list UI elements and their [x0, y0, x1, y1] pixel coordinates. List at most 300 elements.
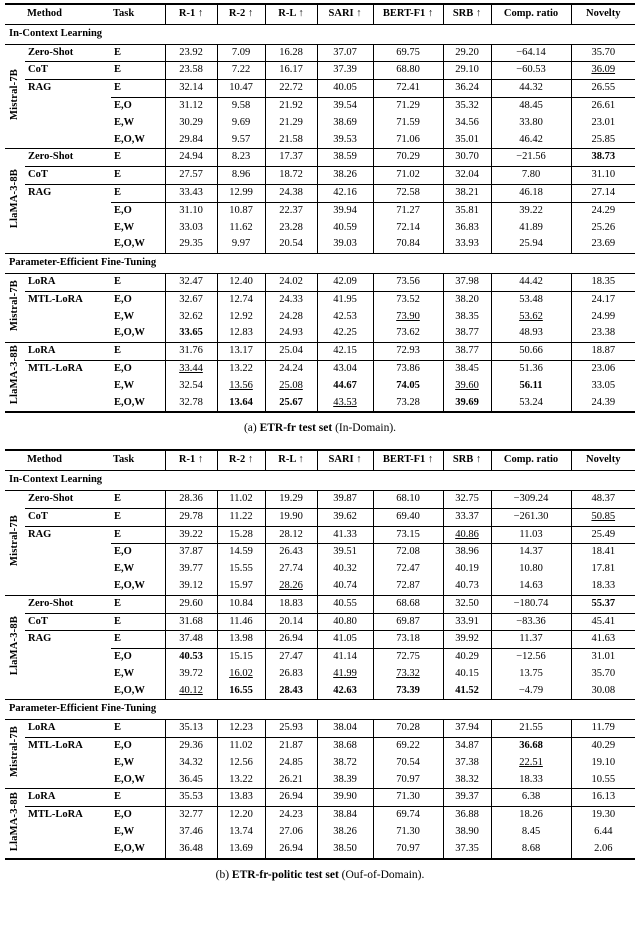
metric-cell: 32.14 — [165, 80, 217, 98]
column-header: SRB ↑ — [443, 4, 491, 24]
metric-cell: 22.37 — [265, 202, 317, 219]
metric-cell: 11.46 — [217, 613, 265, 631]
metric-cell: 12.40 — [217, 273, 265, 291]
metric-cell: 42.53 — [317, 309, 373, 326]
metric-cell: 37.35 — [443, 841, 491, 859]
metric-cell: 36.09 — [571, 62, 635, 80]
metric-cell: 40.74 — [317, 578, 373, 595]
metric-cell: 41.63 — [571, 631, 635, 649]
metric-cell: 71.30 — [373, 789, 443, 807]
metric-cell: 26.94 — [265, 841, 317, 859]
metric-cell: 25.67 — [265, 395, 317, 413]
metric-cell: 28.12 — [265, 526, 317, 544]
metric-cell: 25.49 — [571, 526, 635, 544]
metric-cell: 24.33 — [265, 291, 317, 308]
metric-cell: 37.39 — [317, 62, 373, 80]
column-header: Novelty — [571, 4, 635, 24]
method-cell: CoT — [25, 167, 111, 185]
metric-cell: 30.29 — [165, 115, 217, 132]
metric-cell: 18.33 — [571, 578, 635, 595]
task-cell: E — [111, 62, 165, 80]
metric-cell: −83.36 — [491, 613, 571, 631]
model-group-label: Mistral-7B — [8, 68, 20, 120]
metric-cell: 41.95 — [317, 291, 373, 308]
metric-cell: 72.47 — [373, 561, 443, 578]
metric-cell: 72.58 — [373, 184, 443, 202]
metric-cell: 13.56 — [217, 378, 265, 395]
task-cell: E,O,W — [111, 772, 165, 789]
column-header: BERT-F1 ↑ — [373, 4, 443, 24]
corner-spacer — [5, 450, 25, 470]
table-row — [5, 789, 635, 807]
metric-cell: 35.70 — [571, 666, 635, 683]
metric-cell: 37.98 — [443, 273, 491, 291]
metric-cell: 38.39 — [317, 772, 373, 789]
column-header: Task — [111, 4, 165, 24]
caption-a-dataset: ETR-fr test set — [259, 422, 333, 435]
metric-cell: 10.55 — [571, 772, 635, 789]
table-row — [5, 738, 635, 755]
metric-cell: 72.93 — [373, 343, 443, 361]
method-cell: Zero-Shot — [25, 595, 111, 613]
metric-cell: 37.38 — [443, 755, 491, 772]
metric-cell: 35.32 — [443, 97, 491, 114]
metric-cell: 13.98 — [217, 631, 265, 649]
model-group-label: Mistral-7B — [8, 726, 20, 778]
task-cell: E,W — [114, 310, 135, 322]
metric-cell: 35.53 — [165, 789, 217, 807]
metric-cell: 32.67 — [165, 291, 217, 308]
column-header: R-1 ↑ — [165, 450, 217, 470]
table-row — [5, 508, 635, 526]
metric-cell: 72.87 — [373, 578, 443, 595]
metric-cell: 17.81 — [571, 561, 635, 578]
section-title: Parameter-Efficient Fine-Tuning — [5, 700, 635, 720]
metric-cell: 9.57 — [217, 132, 265, 149]
method-cell: CoT — [25, 613, 111, 631]
metric-cell: 53.62 — [491, 309, 571, 326]
table-row — [5, 720, 635, 738]
metric-cell: 25.08 — [265, 378, 317, 395]
metric-cell: 20.14 — [265, 613, 317, 631]
metric-cell: 56.11 — [491, 378, 571, 395]
metric-cell: 40.55 — [317, 595, 373, 613]
results-table-b — [5, 449, 635, 859]
column-header: Method — [25, 4, 111, 24]
model-group-label: LlaMA-3-8B — [8, 345, 20, 405]
metric-cell: 12.20 — [217, 807, 265, 824]
section-title: In-Context Learning — [5, 24, 635, 44]
metric-cell: 40.05 — [317, 80, 373, 98]
metric-cell: 32.54 — [165, 378, 217, 395]
task-cell: E — [111, 789, 165, 807]
metric-cell: 24.39 — [571, 395, 635, 413]
metric-cell: 30.08 — [571, 683, 635, 700]
task-cell: E,O,W — [111, 132, 165, 149]
metric-cell: 24.99 — [571, 309, 635, 326]
metric-cell: 36.88 — [443, 807, 491, 824]
table-row — [5, 807, 635, 824]
metric-cell: 73.86 — [373, 360, 443, 377]
table-row — [5, 613, 635, 631]
metric-cell: 13.64 — [217, 395, 265, 413]
task-cell: E,O — [114, 740, 132, 752]
metric-cell: 70.97 — [373, 772, 443, 789]
metric-cell: 70.54 — [373, 755, 443, 772]
metric-cell: −21.56 — [491, 149, 571, 167]
task-cell: E,O,W — [111, 578, 165, 595]
method-cell: Zero-Shot — [25, 149, 111, 167]
method-cell: MTL-LoRA — [25, 291, 111, 342]
metric-cell: −4.79 — [491, 683, 571, 700]
metric-cell: 25.26 — [571, 220, 635, 237]
task-cell: E — [111, 720, 165, 738]
metric-cell: 31.68 — [165, 613, 217, 631]
metric-cell: 36.45 — [165, 772, 217, 789]
metric-cell: 32.78 — [165, 395, 217, 413]
method-cell: MTL-LoRA — [28, 809, 83, 821]
metric-cell: 40.80 — [317, 613, 373, 631]
task-cell: E,O — [114, 651, 132, 663]
caption-b-dataset: ETR-fr-politic test set — [231, 868, 339, 881]
column-header-row — [5, 4, 635, 24]
metric-cell: 11.03 — [491, 526, 571, 544]
metric-cell: 21.55 — [491, 720, 571, 738]
metric-cell: 15.28 — [217, 526, 265, 544]
metric-cell: 32.47 — [165, 273, 217, 291]
metric-cell: 70.97 — [373, 841, 443, 859]
metric-cell: 21.58 — [265, 132, 317, 149]
metric-cell: −261.30 — [491, 508, 571, 526]
task-cell: E — [111, 184, 165, 202]
metric-cell: 27.57 — [165, 167, 217, 185]
task-cell: E — [111, 343, 165, 361]
task-cell: E,W — [114, 379, 135, 391]
metric-cell: 39.22 — [491, 202, 571, 219]
metric-cell: 18.26 — [491, 807, 571, 824]
model-group-cell — [5, 343, 25, 413]
caption-a-prefix: (a) — [243, 422, 260, 435]
model-group-label: Mistral-7B — [8, 514, 20, 566]
table-row — [5, 631, 635, 649]
metric-cell: 32.77 — [165, 807, 217, 824]
metric-cell: 35.81 — [443, 202, 491, 219]
column-header: SARI ↑ — [317, 4, 373, 24]
metric-cell: 34.87 — [443, 738, 491, 755]
metric-cell: 11.62 — [217, 220, 265, 237]
metric-cell: 24.17 — [571, 291, 635, 308]
table-row — [5, 80, 635, 98]
metric-cell: 41.33 — [317, 526, 373, 544]
metric-cell: 27.06 — [265, 824, 317, 841]
metric-cell: 37.48 — [165, 631, 217, 649]
metric-cell: 71.29 — [373, 97, 443, 114]
metric-cell: 38.04 — [317, 720, 373, 738]
metric-cell: 13.74 — [217, 824, 265, 841]
metric-cell: 39.90 — [317, 789, 373, 807]
column-header: R-2 ↑ — [217, 450, 265, 470]
metric-cell: 33.93 — [443, 236, 491, 253]
task-cell: E,O,W — [111, 325, 165, 342]
task-cell: E — [111, 273, 165, 291]
task-cell: E,W — [114, 756, 135, 768]
metric-cell: 41.99 — [317, 666, 373, 683]
metric-cell: 38.96 — [443, 544, 491, 561]
metric-cell: 40.86 — [443, 526, 491, 544]
metric-cell: 38.68 — [317, 738, 373, 755]
metric-cell: 26.21 — [265, 772, 317, 789]
metric-cell: 39.87 — [317, 490, 373, 508]
metric-cell: 33.43 — [165, 184, 217, 202]
metric-cell: 73.90 — [373, 309, 443, 326]
metric-cell: 26.61 — [571, 97, 635, 114]
table-row — [5, 62, 635, 80]
column-header: R-L ↑ — [265, 450, 317, 470]
table-row — [5, 149, 635, 167]
metric-cell: 35.01 — [443, 132, 491, 149]
metric-cell: 38.21 — [443, 184, 491, 202]
table-row — [5, 291, 635, 308]
metric-cell: 27.47 — [265, 649, 317, 666]
metric-cell: 8.96 — [217, 167, 265, 185]
column-header: SRB ↑ — [443, 450, 491, 470]
metric-cell: 29.20 — [443, 44, 491, 62]
metric-cell: 38.59 — [317, 149, 373, 167]
metric-cell: 28.26 — [265, 578, 317, 595]
method-cell: CoT — [25, 62, 111, 80]
metric-cell: 71.59 — [373, 115, 443, 132]
task-cell: E,O — [114, 809, 132, 821]
corner-spacer — [5, 4, 25, 24]
metric-cell: 38.50 — [317, 841, 373, 859]
metric-cell: 51.36 — [491, 360, 571, 377]
metric-cell: 14.59 — [217, 544, 265, 561]
model-group-label: LlaMA-3-8B — [8, 169, 20, 229]
column-header: BERT-F1 ↑ — [373, 450, 443, 470]
metric-cell: 55.37 — [571, 595, 635, 613]
metric-cell: 33.91 — [443, 613, 491, 631]
metric-cell: 18.33 — [491, 772, 571, 789]
metric-cell: 68.10 — [373, 490, 443, 508]
metric-cell: 39.37 — [443, 789, 491, 807]
section-header-row — [5, 254, 635, 274]
metric-cell: 18.35 — [571, 273, 635, 291]
task-cell: E — [111, 167, 165, 185]
metric-cell: 31.12 — [165, 97, 217, 114]
metric-cell: 18.72 — [265, 167, 317, 185]
metric-cell: 35.13 — [165, 720, 217, 738]
method-cell: Zero-Shot — [25, 44, 111, 62]
metric-cell: 10.80 — [491, 561, 571, 578]
metric-cell: 23.92 — [165, 44, 217, 62]
metric-cell: 12.74 — [217, 291, 265, 308]
metric-cell: 10.84 — [217, 595, 265, 613]
metric-cell: 37.94 — [443, 720, 491, 738]
task-cell: E,W — [114, 563, 135, 575]
method-cell: RAG — [25, 526, 111, 595]
metric-cell: 25.04 — [265, 343, 317, 361]
task-cell: E,O — [114, 293, 132, 305]
method-cell: RAG — [25, 80, 111, 149]
task-cell: E,W — [114, 221, 135, 233]
metric-cell: 16.13 — [571, 789, 635, 807]
metric-cell: 31.10 — [571, 167, 635, 185]
metric-cell: 69.74 — [373, 807, 443, 824]
table-row — [5, 44, 635, 62]
metric-cell: 12.56 — [217, 755, 265, 772]
metric-cell: 73.18 — [373, 631, 443, 649]
metric-cell: 13.17 — [217, 343, 265, 361]
metric-cell: 18.41 — [571, 544, 635, 561]
metric-cell: 73.56 — [373, 273, 443, 291]
metric-cell: 69.40 — [373, 508, 443, 526]
task-cell: E,O,W — [114, 396, 145, 408]
metric-cell: 72.41 — [373, 80, 443, 98]
metric-cell: 39.69 — [443, 395, 491, 413]
metric-cell: 43.04 — [317, 360, 373, 377]
metric-cell: 21.92 — [265, 97, 317, 114]
task-cell: E — [111, 595, 165, 613]
caption-b — [0, 869, 640, 881]
model-group-cell — [5, 44, 25, 149]
model-group-cell — [5, 789, 25, 859]
metric-cell: 50.66 — [491, 343, 571, 361]
metric-cell: 13.83 — [217, 789, 265, 807]
metric-cell: 23.58 — [165, 62, 217, 80]
metric-cell: 71.06 — [373, 132, 443, 149]
metric-cell: 37.07 — [317, 44, 373, 62]
metric-cell: 19.90 — [265, 508, 317, 526]
metric-cell: 16.02 — [217, 666, 265, 683]
method-cell: LoRA — [25, 273, 111, 291]
table-row — [5, 595, 635, 613]
metric-cell: 38.73 — [571, 149, 635, 167]
section-title: Parameter-Efficient Fine-Tuning — [5, 254, 635, 274]
metric-cell: 40.12 — [165, 683, 217, 700]
metric-cell: 39.92 — [443, 631, 491, 649]
task-cell: E — [111, 613, 165, 631]
metric-cell: 53.24 — [491, 395, 571, 413]
metric-cell: 18.83 — [265, 595, 317, 613]
metric-cell: 24.93 — [265, 325, 317, 342]
metric-cell: 9.69 — [217, 115, 265, 132]
metric-cell: 39.72 — [165, 666, 217, 683]
section-header-row — [5, 471, 635, 491]
table-b-container — [0, 449, 640, 859]
metric-cell: 46.42 — [491, 132, 571, 149]
metric-cell: −180.74 — [491, 595, 571, 613]
metric-cell: 38.77 — [443, 325, 491, 342]
task-cell: E,O,W — [114, 238, 145, 250]
task-cell: E,O — [114, 204, 132, 216]
metric-cell: 17.37 — [265, 149, 317, 167]
metric-cell: 68.80 — [373, 62, 443, 80]
metric-cell: 28.43 — [265, 683, 317, 700]
metric-cell: 2.06 — [571, 841, 635, 859]
metric-cell: 39.03 — [317, 236, 373, 253]
metric-cell: 70.29 — [373, 149, 443, 167]
metric-cell: 69.87 — [373, 613, 443, 631]
metric-cell: 72.08 — [373, 544, 443, 561]
metric-cell: 38.77 — [443, 343, 491, 361]
caption-a-suffix: (In-Domain). — [332, 422, 397, 435]
metric-cell: 22.51 — [491, 755, 571, 772]
metric-cell: 44.32 — [491, 80, 571, 98]
metric-cell: 16.28 — [265, 44, 317, 62]
metric-cell: 23.38 — [571, 325, 635, 342]
metric-cell: 39.12 — [165, 578, 217, 595]
metric-cell: 32.04 — [443, 167, 491, 185]
metric-cell: 19.10 — [571, 755, 635, 772]
metric-cell: 24.02 — [265, 273, 317, 291]
metric-cell: −64.14 — [491, 44, 571, 62]
method-cell: RAG — [28, 186, 52, 198]
metric-cell: 36.24 — [443, 80, 491, 98]
metric-cell: 40.53 — [165, 649, 217, 666]
metric-cell: 23.28 — [265, 220, 317, 237]
metric-cell: 39.94 — [317, 202, 373, 219]
metric-cell: 14.37 — [491, 544, 571, 561]
task-cell: E,O — [114, 362, 132, 374]
column-header: Comp. ratio — [491, 450, 571, 470]
metric-cell: 27.14 — [571, 184, 635, 202]
metric-cell: 16.17 — [265, 62, 317, 80]
metric-cell: −60.53 — [491, 62, 571, 80]
metric-cell: 42.09 — [317, 273, 373, 291]
metric-cell: 8.23 — [217, 149, 265, 167]
column-header: R-1 ↑ — [165, 4, 217, 24]
model-group-cell — [5, 149, 25, 254]
metric-cell: 14.63 — [491, 578, 571, 595]
model-group-label: LlaMA-3-8B — [8, 791, 20, 851]
metric-cell: 43.53 — [317, 395, 373, 413]
metric-cell: 29.84 — [165, 132, 217, 149]
method-cell: MTL-LoRA — [25, 738, 111, 789]
section-title: In-Context Learning — [5, 471, 635, 491]
metric-cell: 25.94 — [491, 236, 571, 253]
metric-cell: 18.87 — [571, 343, 635, 361]
column-header: SARI ↑ — [317, 450, 373, 470]
metric-cell: 40.59 — [317, 220, 373, 237]
metric-cell: 39.22 — [165, 526, 217, 544]
metric-cell: 13.22 — [217, 360, 265, 377]
column-header: R-2 ↑ — [217, 4, 265, 24]
metric-cell: 29.36 — [165, 738, 217, 755]
metric-cell: 15.55 — [217, 561, 265, 578]
table-row — [5, 343, 635, 361]
metric-cell: 10.47 — [217, 80, 265, 98]
model-group-label: Mistral-7B — [8, 280, 20, 332]
task-cell: E — [111, 490, 165, 508]
metric-cell: 11.02 — [217, 490, 265, 508]
metric-cell: 70.28 — [373, 720, 443, 738]
metric-cell: 16.55 — [217, 683, 265, 700]
metric-cell: 44.67 — [317, 378, 373, 395]
method-cell: LoRA — [25, 343, 111, 361]
task-cell: E,W — [114, 826, 135, 838]
metric-cell: 36.68 — [491, 738, 571, 755]
metric-cell: 25.85 — [571, 132, 635, 149]
metric-cell: 7.22 — [217, 62, 265, 80]
metric-cell: 22.72 — [265, 80, 317, 98]
caption-a — [0, 422, 640, 434]
metric-cell: 25.93 — [265, 720, 317, 738]
metric-cell: 23.06 — [571, 360, 635, 377]
metric-cell: 23.01 — [571, 115, 635, 132]
metric-cell: 29.35 — [165, 236, 217, 253]
metric-cell: 38.84 — [317, 807, 373, 824]
table-row — [5, 184, 635, 202]
